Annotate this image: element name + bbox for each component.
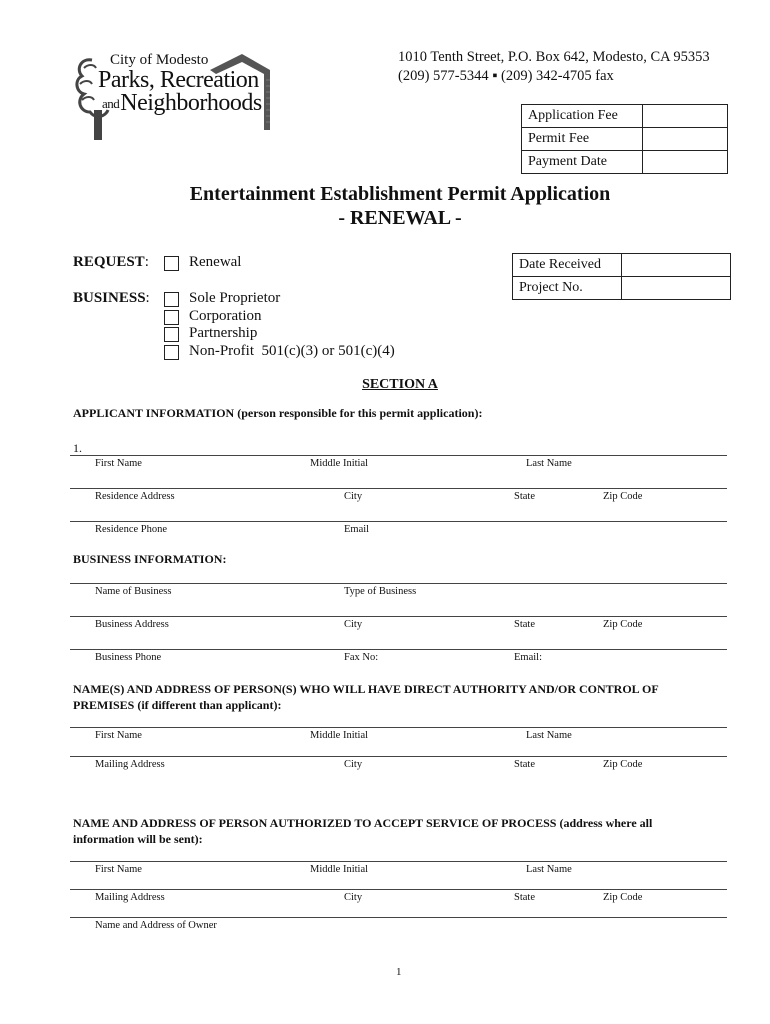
corporation-label: Corporation <box>189 308 262 324</box>
city-logo <box>70 50 280 140</box>
authority-middle-initial-label: Middle Initial <box>310 730 369 741</box>
fee-box <box>521 104 728 174</box>
service-line-2[interactable] <box>70 889 727 890</box>
business-name-label: Name of Business <box>95 586 172 597</box>
logo-neighborhoods-text <box>102 90 262 117</box>
service-heading-line-1: NAME AND ADDRESS OF PERSON AUTHORIZED TO ACCEPT SERVICE OF PROCESS (address where all <box>73 816 653 830</box>
service-state-label: State <box>514 892 535 903</box>
authority-line-1[interactable] <box>70 727 727 728</box>
service-zip-label: Zip Code <box>603 892 643 903</box>
business-line-3[interactable] <box>70 649 727 650</box>
section-a-heading: SECTION A <box>362 377 438 392</box>
address-line-2: (209) 577-5344 ▪ (209) 342-4705 fax <box>398 68 614 84</box>
page-title: Entertainment Establishment Permit Application <box>189 183 611 205</box>
logo-neighborhoods-word: Neighborhoods <box>120 90 262 116</box>
applicant-zip-label: Zip Code <box>603 491 643 502</box>
project-no-value[interactable] <box>622 277 731 300</box>
applicant-middle-initial-label: Middle Initial <box>310 458 369 469</box>
corporation-checkbox[interactable] <box>164 310 179 325</box>
renewal-label: Renewal <box>189 254 242 270</box>
authority-state-label: State <box>514 759 535 770</box>
authority-heading-line-1: NAME(S) AND ADDRESS OF PERSON(S) WHO WILL HAVE DIRECT AUTHORITY AND/OR CONTROL OF <box>73 682 659 696</box>
business-email-label: Email: <box>514 652 542 663</box>
service-city-label: City <box>344 892 363 903</box>
fee-label-permit: Permit Fee <box>522 128 643 151</box>
service-mailing-address-label: Mailing Address <box>95 892 165 903</box>
logo-city-text: City of Modesto <box>110 52 209 68</box>
fee-value-permit[interactable] <box>643 128 728 151</box>
service-heading-line-2: information will be sent): <box>73 832 203 846</box>
applicant-line-3[interactable] <box>70 521 727 522</box>
applicant-line-1[interactable] <box>70 455 727 456</box>
business-info-heading: BUSINESS INFORMATION: <box>73 552 227 566</box>
project-no-label: Project No. <box>513 277 622 300</box>
date-received-label: Date Received <box>513 254 622 277</box>
business-zip-label: Zip Code <box>603 619 643 630</box>
authority-line-2[interactable] <box>70 756 727 757</box>
fee-value-application[interactable] <box>643 105 728 128</box>
applicant-state-label: State <box>514 491 535 502</box>
business-label <box>73 290 150 307</box>
page-number: 1 <box>396 966 402 978</box>
applicant-residence-address-label: Residence Address <box>95 491 175 502</box>
business-label-text: BUSINESS <box>73 290 146 306</box>
business-fax-label: Fax No: <box>344 652 379 663</box>
applicant-line-2[interactable] <box>70 488 727 489</box>
request-label-text: REQUEST <box>73 254 145 270</box>
request-label <box>73 254 149 271</box>
sole-proprietor-checkbox[interactable] <box>164 292 179 307</box>
applicant-number: 1. <box>73 441 82 455</box>
business-line-1[interactable] <box>70 583 727 584</box>
page-subtitle: - RENEWAL - <box>338 207 462 229</box>
date-received-value[interactable] <box>622 254 731 277</box>
fee-value-payment-date[interactable] <box>643 151 728 174</box>
address-line-1: 1010 Tenth Street, P.O. Box 642, Modesto, CA 95353 <box>398 49 710 65</box>
partnership-checkbox[interactable] <box>164 327 179 342</box>
owner-name-address-label: Name and Address of Owner <box>95 920 217 931</box>
sole-proprietor-label: Sole Proprietor <box>189 290 281 306</box>
fee-label-payment-date: Payment Date <box>522 151 643 174</box>
logo-and-text: and <box>102 96 120 111</box>
service-line-3[interactable] <box>70 917 727 918</box>
applicant-email-label: Email <box>344 524 370 535</box>
partnership-label: Partnership <box>189 325 258 341</box>
service-line-1[interactable] <box>70 861 727 862</box>
business-line-2[interactable] <box>70 616 727 617</box>
business-phone-label: Business Phone <box>95 652 162 663</box>
fee-label-application: Application Fee <box>522 105 643 128</box>
authority-mailing-address-label: Mailing Address <box>95 759 165 770</box>
non-profit-label: Non-Profit 501(c)(3) or 501(c)(4) <box>189 343 395 359</box>
business-state-label: State <box>514 619 535 630</box>
business-city-label: City <box>344 619 363 630</box>
authority-heading-line-2: PREMISES (if different than applicant): <box>73 698 282 712</box>
service-first-name-label: First Name <box>95 864 142 875</box>
service-last-name-label: Last Name <box>526 864 572 875</box>
renewal-checkbox[interactable] <box>164 256 179 271</box>
authority-last-name-label: Last Name <box>526 730 572 741</box>
applicant-city-label: City <box>344 491 363 502</box>
logo-parks-text: Parks, Recreation <box>98 67 259 93</box>
request-colon: : <box>144 254 149 270</box>
business-type-label: Type of Business <box>344 586 417 597</box>
applicant-first-name-label: First Name <box>95 458 142 469</box>
authority-city-label: City <box>344 759 363 770</box>
applicant-last-name-label: Last Name <box>526 458 572 469</box>
authority-first-name-label: First Name <box>95 730 142 741</box>
business-colon: : <box>145 290 150 306</box>
non-profit-checkbox[interactable] <box>164 345 179 360</box>
business-address-label: Business Address <box>95 619 169 630</box>
applicant-heading: APPLICANT INFORMATION (person responsible for this permit application): <box>73 406 483 420</box>
office-use-box <box>512 253 731 300</box>
authority-zip-label: Zip Code <box>603 759 643 770</box>
applicant-residence-phone-label: Residence Phone <box>95 524 168 535</box>
service-middle-initial-label: Middle Initial <box>310 864 369 875</box>
